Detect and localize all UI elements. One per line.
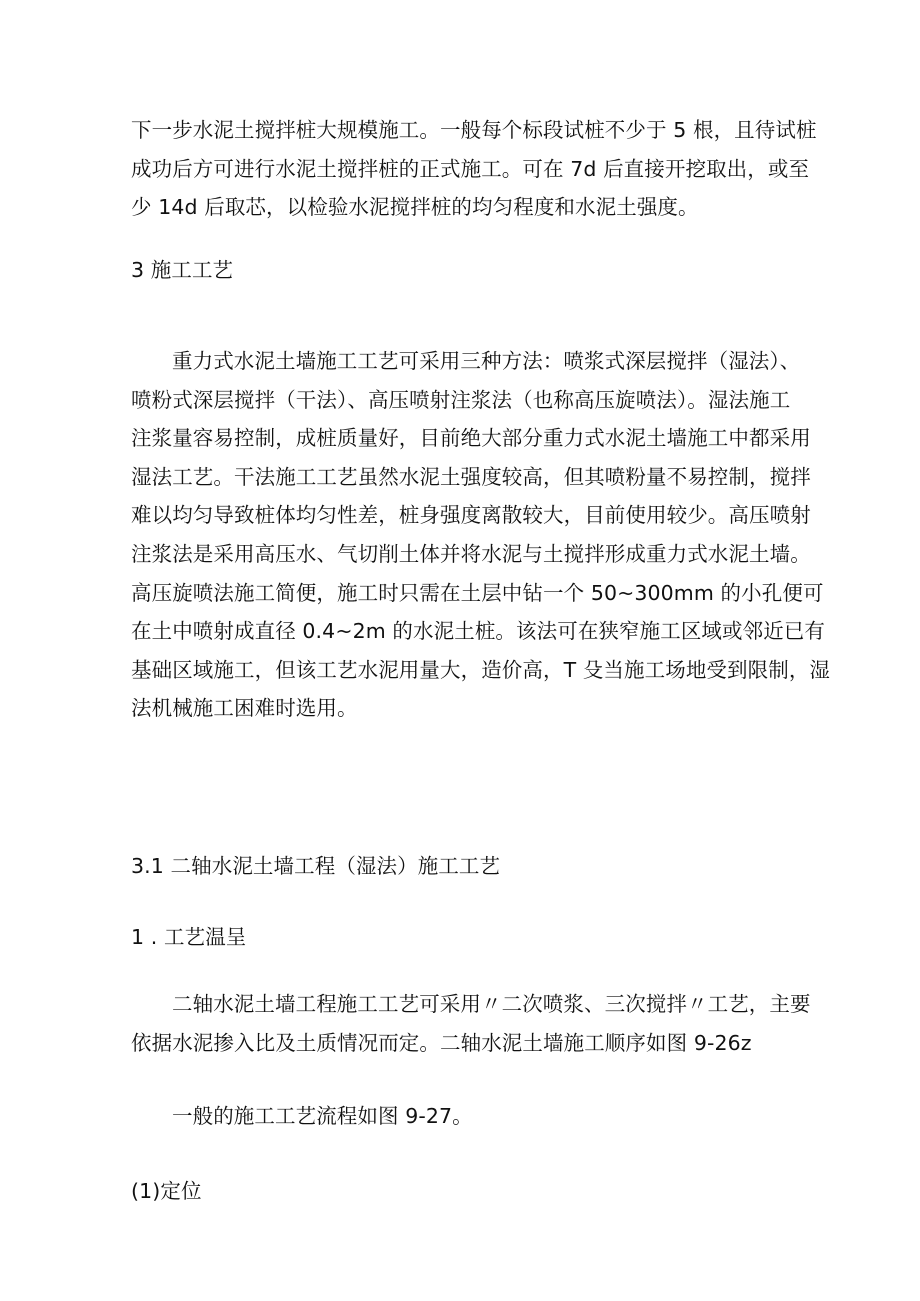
heading-text: (1)定位	[131, 1179, 202, 1203]
section-heading-3	[131, 251, 795, 290]
text-line: 少 14d 后取芯，以检验水泥搅拌桩的均匀程度和水泥土强度。	[131, 195, 699, 220]
paragraph-process	[131, 985, 811, 1062]
text-line: 重力式水泥土墙施工工艺可采用三种方法：喷浆式深层搅拌（湿法）、	[172, 349, 801, 373]
heading-text: 1 . 工艺温呈	[131, 925, 247, 949]
text-line: 注浆量容易控制，成桩质量好，目前绝大部分重力式水泥土墙施工中都采用	[131, 426, 811, 451]
text-line: 喷粉式深层搅拌（干法）、高压喷射注浆法（也称高压旋喷法）。湿法施工	[131, 387, 791, 412]
text-line: 法机械施工困难时选用。	[131, 696, 358, 721]
text-line: 基础区域施工，但该工艺水泥用量大，造价高，T 殳当施工场地受到限制，湿	[131, 657, 831, 682]
paragraph-flow	[131, 1097, 795, 1136]
heading-text: 3.1 二轴水泥土墙工程（湿法）施工工艺	[131, 854, 501, 878]
item-heading-1	[131, 918, 795, 957]
text-line: 依据水泥掺入比及土质情况而定。二轴水泥土墙施工顺序如图 9-26z	[131, 1030, 752, 1055]
text-line: 在土中喷射成直径 0.4~2m 的水泥土桩。该法可在狭窄施工区域或邻近已有	[131, 619, 826, 644]
text-line: 成功后方可进行水泥土搅拌桩的正式施工。可在 7d 后直接开挖取出，或至	[131, 156, 810, 181]
text-line: 下一步水泥土搅拌桩大规模施工。一般每个标段试桩不少于 5 根，且待试桩	[131, 118, 817, 142]
text-line: 难以均匀导致桩体均匀性差，桩身强度离散较大，目前使用较少。高压喷射	[131, 503, 811, 528]
text-line: 高压旋喷法施工简便，施工时只需在土层中钻一个 50~300mm 的小孔便可	[131, 580, 824, 605]
text-line: 注浆法是采用高压水、气切削土体并将水泥与土搅拌形成重力式水泥土墙。	[131, 541, 811, 566]
paragraph-methods	[131, 342, 831, 728]
text-line: 二轴水泥土墙工程施工工艺可采用〃二次喷浆、三次搅拌〃工艺，主要	[172, 992, 811, 1016]
sub-heading-1	[131, 1172, 795, 1211]
paragraph-intro	[131, 111, 817, 227]
text-line: 湿法工艺。干法施工工艺虽然水泥土强度较高，但其喷粉量不易控制，搅拌	[131, 464, 811, 489]
heading-text: 3 施工工艺	[131, 258, 234, 282]
text-line: 一般的施工工艺流程如图 9-27。	[172, 1104, 473, 1128]
section-heading-3-1	[131, 847, 795, 886]
